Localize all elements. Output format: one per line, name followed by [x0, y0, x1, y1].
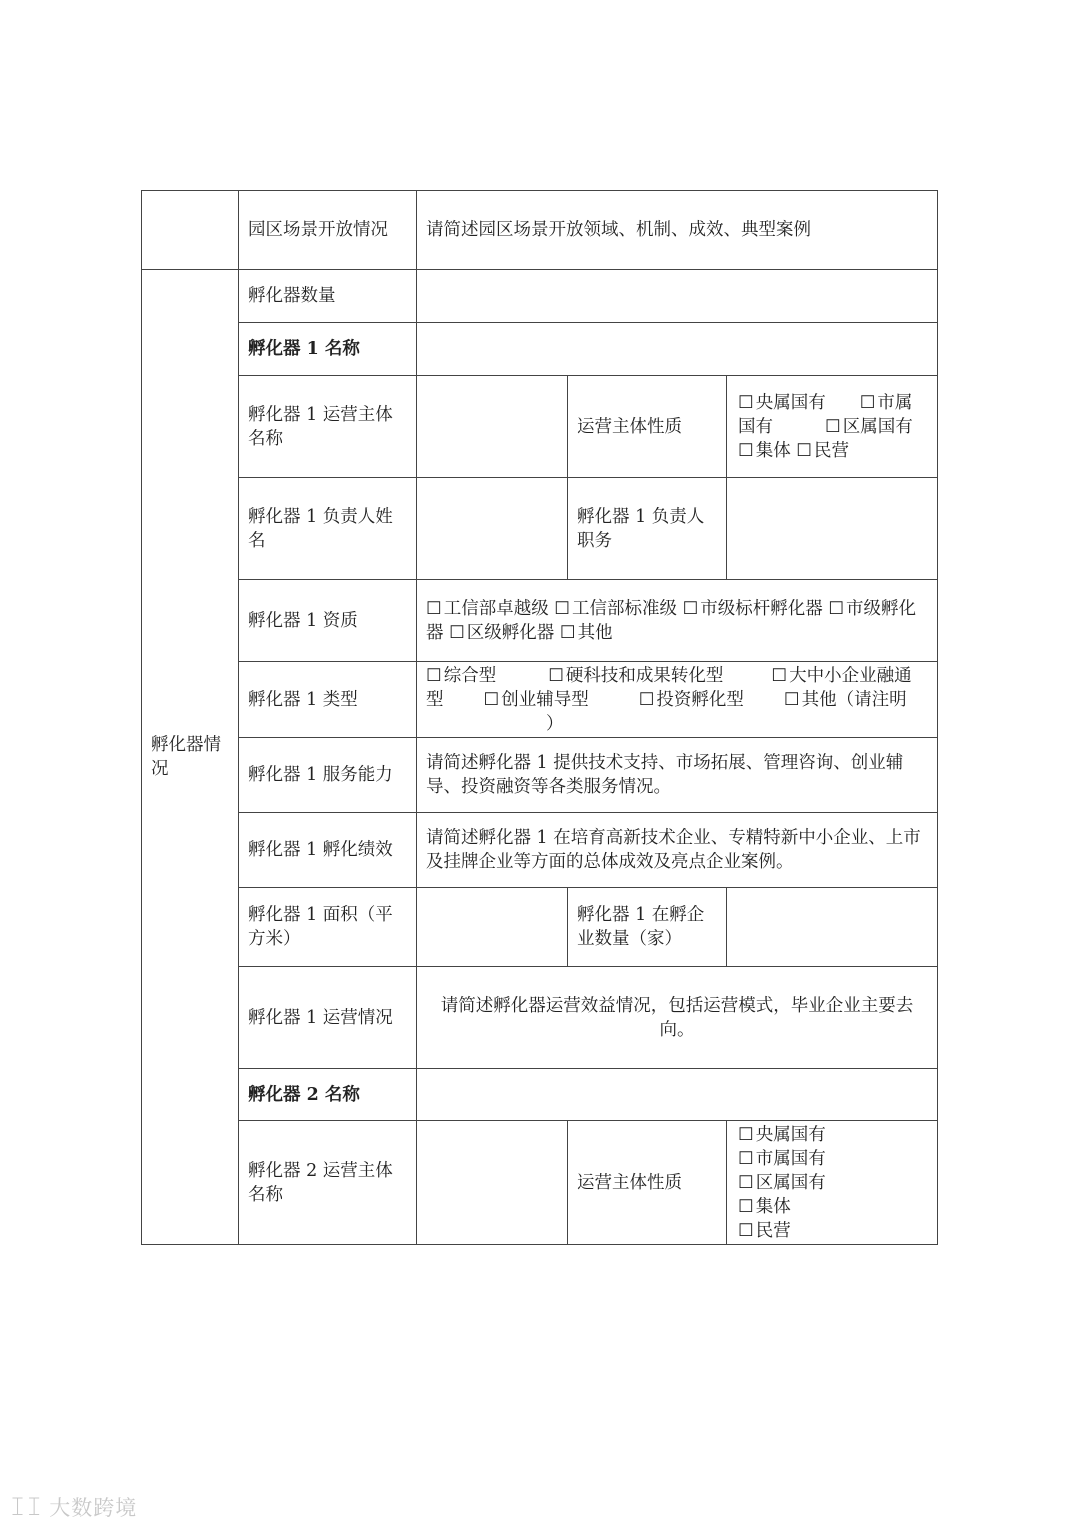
- option-label: 民营: [755, 1220, 791, 1241]
- option-label: 市属国有: [738, 392, 913, 437]
- inc1-companies-value[interactable]: [727, 888, 938, 967]
- option-checkbox[interactable]: [484, 690, 589, 710]
- inc1-area-value[interactable]: [417, 888, 568, 967]
- option-label: 区属国有: [842, 416, 913, 437]
- checkbox-icon: ☐: [554, 598, 570, 619]
- option-checkbox[interactable]: [548, 666, 723, 686]
- inc1-type-label: 孵化器 1 类型: [239, 662, 417, 738]
- option-checkbox[interactable]: [449, 623, 554, 643]
- inc1-position-value[interactable]: [727, 478, 938, 580]
- inc1-name-value[interactable]: [417, 323, 938, 376]
- inc1-service-value[interactable]: 请简述孵化器 1 提供技术支持、市场拓展、管理咨询、创业辅导、投资融资等各类服务情况。: [417, 738, 938, 813]
- inc1-nature-options: [727, 376, 938, 478]
- inc2-nature-options: [727, 1121, 938, 1245]
- option-checkbox[interactable]: [738, 393, 826, 413]
- park-scene-label: 园区场景开放情况: [239, 191, 417, 270]
- inc1-head-value[interactable]: [417, 478, 568, 580]
- checkbox-icon: ☐: [738, 1220, 754, 1241]
- checkbox-icon: ☐: [449, 622, 465, 643]
- row-inc2-operator: [142, 1121, 938, 1245]
- checkbox-icon: ☐: [738, 1172, 754, 1193]
- option-label: 集体: [755, 1196, 791, 1217]
- inc1-area-label: 孵化器 1 面积（平方米）: [239, 888, 417, 967]
- watermark-text: 大数跨境: [49, 1496, 138, 1520]
- park-scene-value[interactable]: 请简述园区场景开放领域、机制、成效、典型案例: [417, 191, 938, 270]
- option-checkbox[interactable]: [796, 441, 849, 461]
- row-inc1-operator: [142, 376, 938, 478]
- option-label: 硬科技和成果转化型: [565, 665, 724, 686]
- option-checkbox[interactable]: [784, 690, 907, 710]
- inc1-operation-value[interactable]: 请简述孵化器运营效益情况，包括运营模式，毕业企业主要去向。: [417, 967, 938, 1069]
- inc2-nature-label: 运营主体性质: [568, 1121, 727, 1245]
- inc2-operator-value[interactable]: [417, 1121, 568, 1245]
- checkbox-icon: ☐: [738, 1196, 754, 1217]
- row-inc1-head: [142, 478, 938, 580]
- inc1-service-label: 孵化器 1 服务能力: [239, 738, 417, 813]
- inc2-name-label: 孵化器 2 名称: [239, 1069, 417, 1121]
- checkbox-icon: ☐: [483, 689, 500, 710]
- option-checkbox[interactable]: [554, 599, 677, 619]
- checkbox-icon: ☐: [738, 440, 754, 461]
- option-label: 集体: [755, 440, 791, 461]
- option-label: 市属国有: [755, 1148, 826, 1169]
- option-checkbox[interactable]: [738, 441, 791, 461]
- checkbox-icon: ☐: [796, 440, 812, 461]
- row-inc1-operation: [142, 967, 938, 1069]
- checkbox-icon: ☐: [771, 665, 788, 686]
- option-checkbox[interactable]: [738, 1171, 928, 1195]
- option-label: 大中小企业融通型: [426, 665, 912, 710]
- checkbox-icon: ☐: [638, 689, 655, 710]
- checkbox-icon: ☐: [559, 622, 576, 643]
- watermark: [10, 1492, 137, 1522]
- inc2-operator-label: 孵化器 2 运营主体名称: [239, 1121, 417, 1245]
- option-label: 民营: [813, 440, 849, 461]
- inc2-name-value[interactable]: [417, 1069, 938, 1121]
- inc1-name-label: 孵化器 1 名称: [239, 323, 417, 376]
- option-checkbox[interactable]: [738, 1123, 928, 1147]
- checkbox-icon: ☐: [859, 392, 876, 413]
- option-label: 区属国有: [755, 1172, 826, 1193]
- row-inc1-area: [142, 888, 938, 967]
- row-inc1-type: [142, 662, 938, 738]
- option-label: 工信部标准级: [571, 598, 677, 619]
- option-label: 市级孵化器: [426, 598, 917, 643]
- inc1-head-label: 孵化器 1 负责人姓名: [239, 478, 417, 580]
- option-checkbox[interactable]: [639, 690, 744, 710]
- checkbox-icon: ☐: [548, 665, 564, 686]
- row-inc1-name: [142, 323, 938, 376]
- row-inc2-name: [142, 1069, 938, 1121]
- checkbox-icon: ☐: [738, 392, 754, 413]
- checkbox-icon: ☐: [682, 598, 699, 619]
- inc1-nature-label: 运营主体性质: [568, 376, 727, 478]
- inc1-qualification-options: [417, 580, 938, 662]
- option-label: 创业辅导型: [501, 689, 589, 710]
- checkbox-icon: ☐: [426, 665, 442, 686]
- row-inc1-qualification: [142, 580, 938, 662]
- checkbox-icon: ☐: [828, 598, 845, 619]
- option-checkbox[interactable]: [683, 599, 823, 619]
- checkbox-icon: ☐: [738, 1148, 754, 1169]
- option-checkbox[interactable]: [426, 599, 549, 619]
- row-inc1-service: [142, 738, 938, 813]
- incubator-count-value[interactable]: [417, 270, 938, 323]
- option-checkbox[interactable]: [738, 1195, 928, 1219]
- option-label: 综合型: [443, 665, 497, 686]
- incubator-section-label: 孵化器情况: [142, 270, 239, 1245]
- option-label: 工信部卓越级: [443, 598, 549, 619]
- inc1-operator-value[interactable]: [417, 376, 568, 478]
- incubator-form-table: [141, 190, 938, 1245]
- watermark-logo-icon: ꀤꀤ: [10, 1496, 44, 1520]
- row-incubator-count: [142, 270, 938, 323]
- inc1-companies-label: 孵化器 1 在孵企业数量（家）: [568, 888, 727, 967]
- checkbox-icon: ☐: [825, 416, 841, 437]
- checkbox-icon: ☐: [783, 689, 800, 710]
- row-park-scene: [142, 191, 938, 270]
- checkbox-icon: ☐: [738, 1124, 754, 1145]
- option-label: 其他（请注明: [801, 689, 907, 710]
- option-close-paren: ）: [546, 713, 564, 734]
- option-label: 投资孵化型: [656, 689, 744, 710]
- inc1-position-label: 孵化器 1 负责人职务: [568, 478, 727, 580]
- option-label: 央属国有: [755, 392, 826, 413]
- inc1-type-options: [417, 662, 938, 738]
- inc1-performance-value[interactable]: 请简述孵化器 1 在培育高新技术企业、专精特新中小企业、上市及挂牌企业等方面的总体成效及亮点企业案例。: [417, 813, 938, 888]
- empty-section-cell: [142, 191, 239, 270]
- option-checkbox[interactable]: [738, 1147, 928, 1171]
- option-checkbox[interactable]: [825, 417, 913, 437]
- inc1-operation-label: 孵化器 1 运营情况: [239, 967, 417, 1069]
- inc1-operator-label: 孵化器 1 运营主体名称: [239, 376, 417, 478]
- option-label: 央属国有: [755, 1124, 826, 1145]
- option-label: 其他: [577, 622, 613, 643]
- incubator-count-label: 孵化器数量: [239, 270, 417, 323]
- option-label: 市级标杆孵化器: [700, 598, 823, 619]
- option-checkbox[interactable]: [560, 623, 613, 643]
- row-inc1-performance: [142, 813, 938, 888]
- checkbox-icon: ☐: [426, 598, 442, 619]
- option-label: 区级孵化器: [466, 622, 555, 643]
- option-checkbox[interactable]: [426, 666, 496, 686]
- inc1-qualification-label: 孵化器 1 资质: [239, 580, 417, 662]
- option-checkbox[interactable]: [738, 1219, 928, 1243]
- inc1-performance-label: 孵化器 1 孵化绩效: [239, 813, 417, 888]
